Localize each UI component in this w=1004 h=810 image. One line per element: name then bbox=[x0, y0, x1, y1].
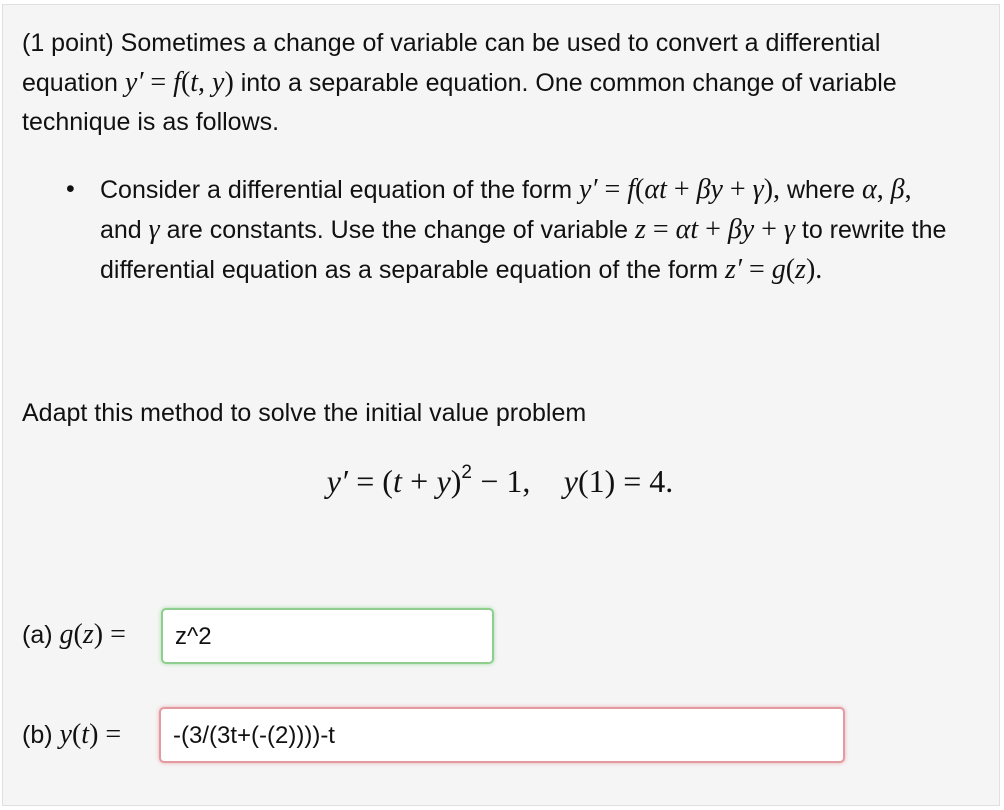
technique-bullet: • Consider a differential equation of the form y′ = f(αt + βy + γ), where α, β, and γ are constants. Use the change of variable z = αt + βy + γ to rewrite the differential equation as a separable equation of the form z′ = g(z). bbox=[100, 170, 950, 290]
part-b-answer-input[interactable]: -(3/(3t+(-(2))))-t bbox=[159, 707, 845, 763]
ivp-equation: $y' = (t + y)^2 - 1$, y(1) = 4. bbox=[326, 462, 674, 499]
part-b-label: (b) y ( t ) = bbox=[22, 719, 122, 750]
problem-intro: (1 point) Sometimes a change of variable can be used to convert a differential equation y′ = f(t, y) into a separable equation. One common change of variable technique is as follows. bbox=[22, 29, 897, 136]
part-a-label: (a) g ( z ) = bbox=[22, 619, 126, 650]
bullet-dot: • bbox=[66, 175, 75, 203]
adapt-instruction: Adapt this method to solve the initial value problem bbox=[22, 399, 587, 427]
part-a-answer-input[interactable]: z^2 bbox=[161, 608, 494, 664]
